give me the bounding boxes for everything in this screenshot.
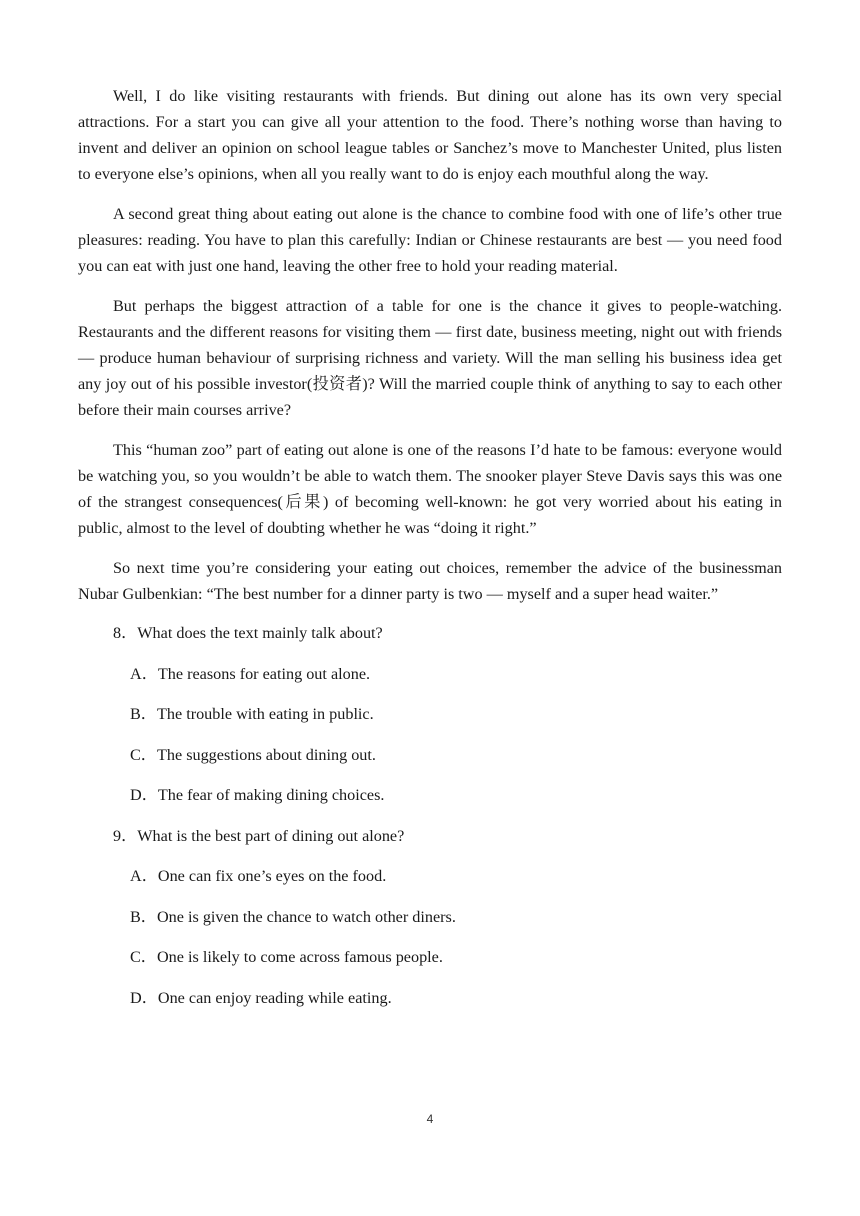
option-text: The trouble with eating in public. [156,705,374,723]
question-text: What is the best part of dining out alone? [137,826,405,845]
document-page [78,83,782,1026]
option-text: One is likely to come across famous people. [156,948,443,966]
question-9-option-d [78,986,782,1011]
question-8-option-d [78,783,782,808]
question-9-option-b [78,905,782,930]
question-9-option-a [78,864,782,889]
option-text: One is given the chance to watch other diners. [156,907,456,926]
option-text: The suggestions about dining out. [156,745,376,764]
option-label: C． [130,745,157,764]
option-label: C． [130,948,157,966]
option-text: The fear of making dining choices. [157,786,385,804]
question-number: 8． [113,624,138,642]
question-text: What does the text mainly talk about? [137,624,383,642]
question-8 [78,621,782,646]
option-label: A． [130,867,158,885]
question-9 [78,824,782,849]
option-text: The reasons for eating out alone. [157,664,371,683]
passage-paragraph-4: This “human zoo” part of eating out alone is one of the reasons I’d hate to be famous: everyone would be watching you, so you wouldn’t be able to watch them. The snooker player Steve Davis says this was one of the strangest consequences(后果) of becoming well-known: he got very worried about his eating in public, almost to the level of doubting whether he was “doing it right.” [78,441,782,537]
option-label: B． [130,907,157,926]
option-label: D． [130,786,158,804]
passage-paragraph-3: But perhaps the biggest attraction of a table for one is the chance it gives to people-watching. Restaurants and the different reasons for visiting them — first date, business meeting, night out with friends — produce human behaviour of surprising richness and variety. Will the man selling his business idea get any joy out of his possible investor(投资者)? Will the married couple think of anything to say to each other before their main courses arrive? [78,297,782,419]
question-8-option-b [78,702,782,727]
question-9-option-c [78,945,782,970]
passage-paragraph-1: Well, I do like visiting restaurants with friends. But dining out alone has its own very special attractions. For a start you can give all your attention to the food. There’s nothing worse than having to invent and deliver an opinion on school league tables or Sanchez’s move to Manchester United, plus listen to everyone else’s opinions, when all you really want to do is enjoy each mouthful along the way. [78,87,782,183]
question-number: 9． [113,826,138,845]
page-number: 4 [426,1112,434,1126]
question-8-option-a [78,662,782,687]
question-8-option-c [78,743,782,768]
option-text: One can fix one’s eyes on the food. [157,867,387,885]
option-label: B． [130,705,157,723]
option-label: D． [130,988,158,1007]
passage-paragraph-5: So next time you’re considering your eating out choices, remember the advice of the businessman Nubar Gulbenkian: “The best number for a dinner party is two — myself and a super head waiter.” [78,559,782,603]
option-text: One can enjoy reading while eating. [157,988,392,1007]
passage-paragraph-2: A second great thing about eating out alone is the chance to combine food with one of life’s other true pleasures: reading. You have to plan this carefully: Indian or Chinese restaurants are best — you need food you can eat with just one hand, leaving the other free to hold your reading material. [78,205,782,275]
option-label: A． [130,664,158,683]
